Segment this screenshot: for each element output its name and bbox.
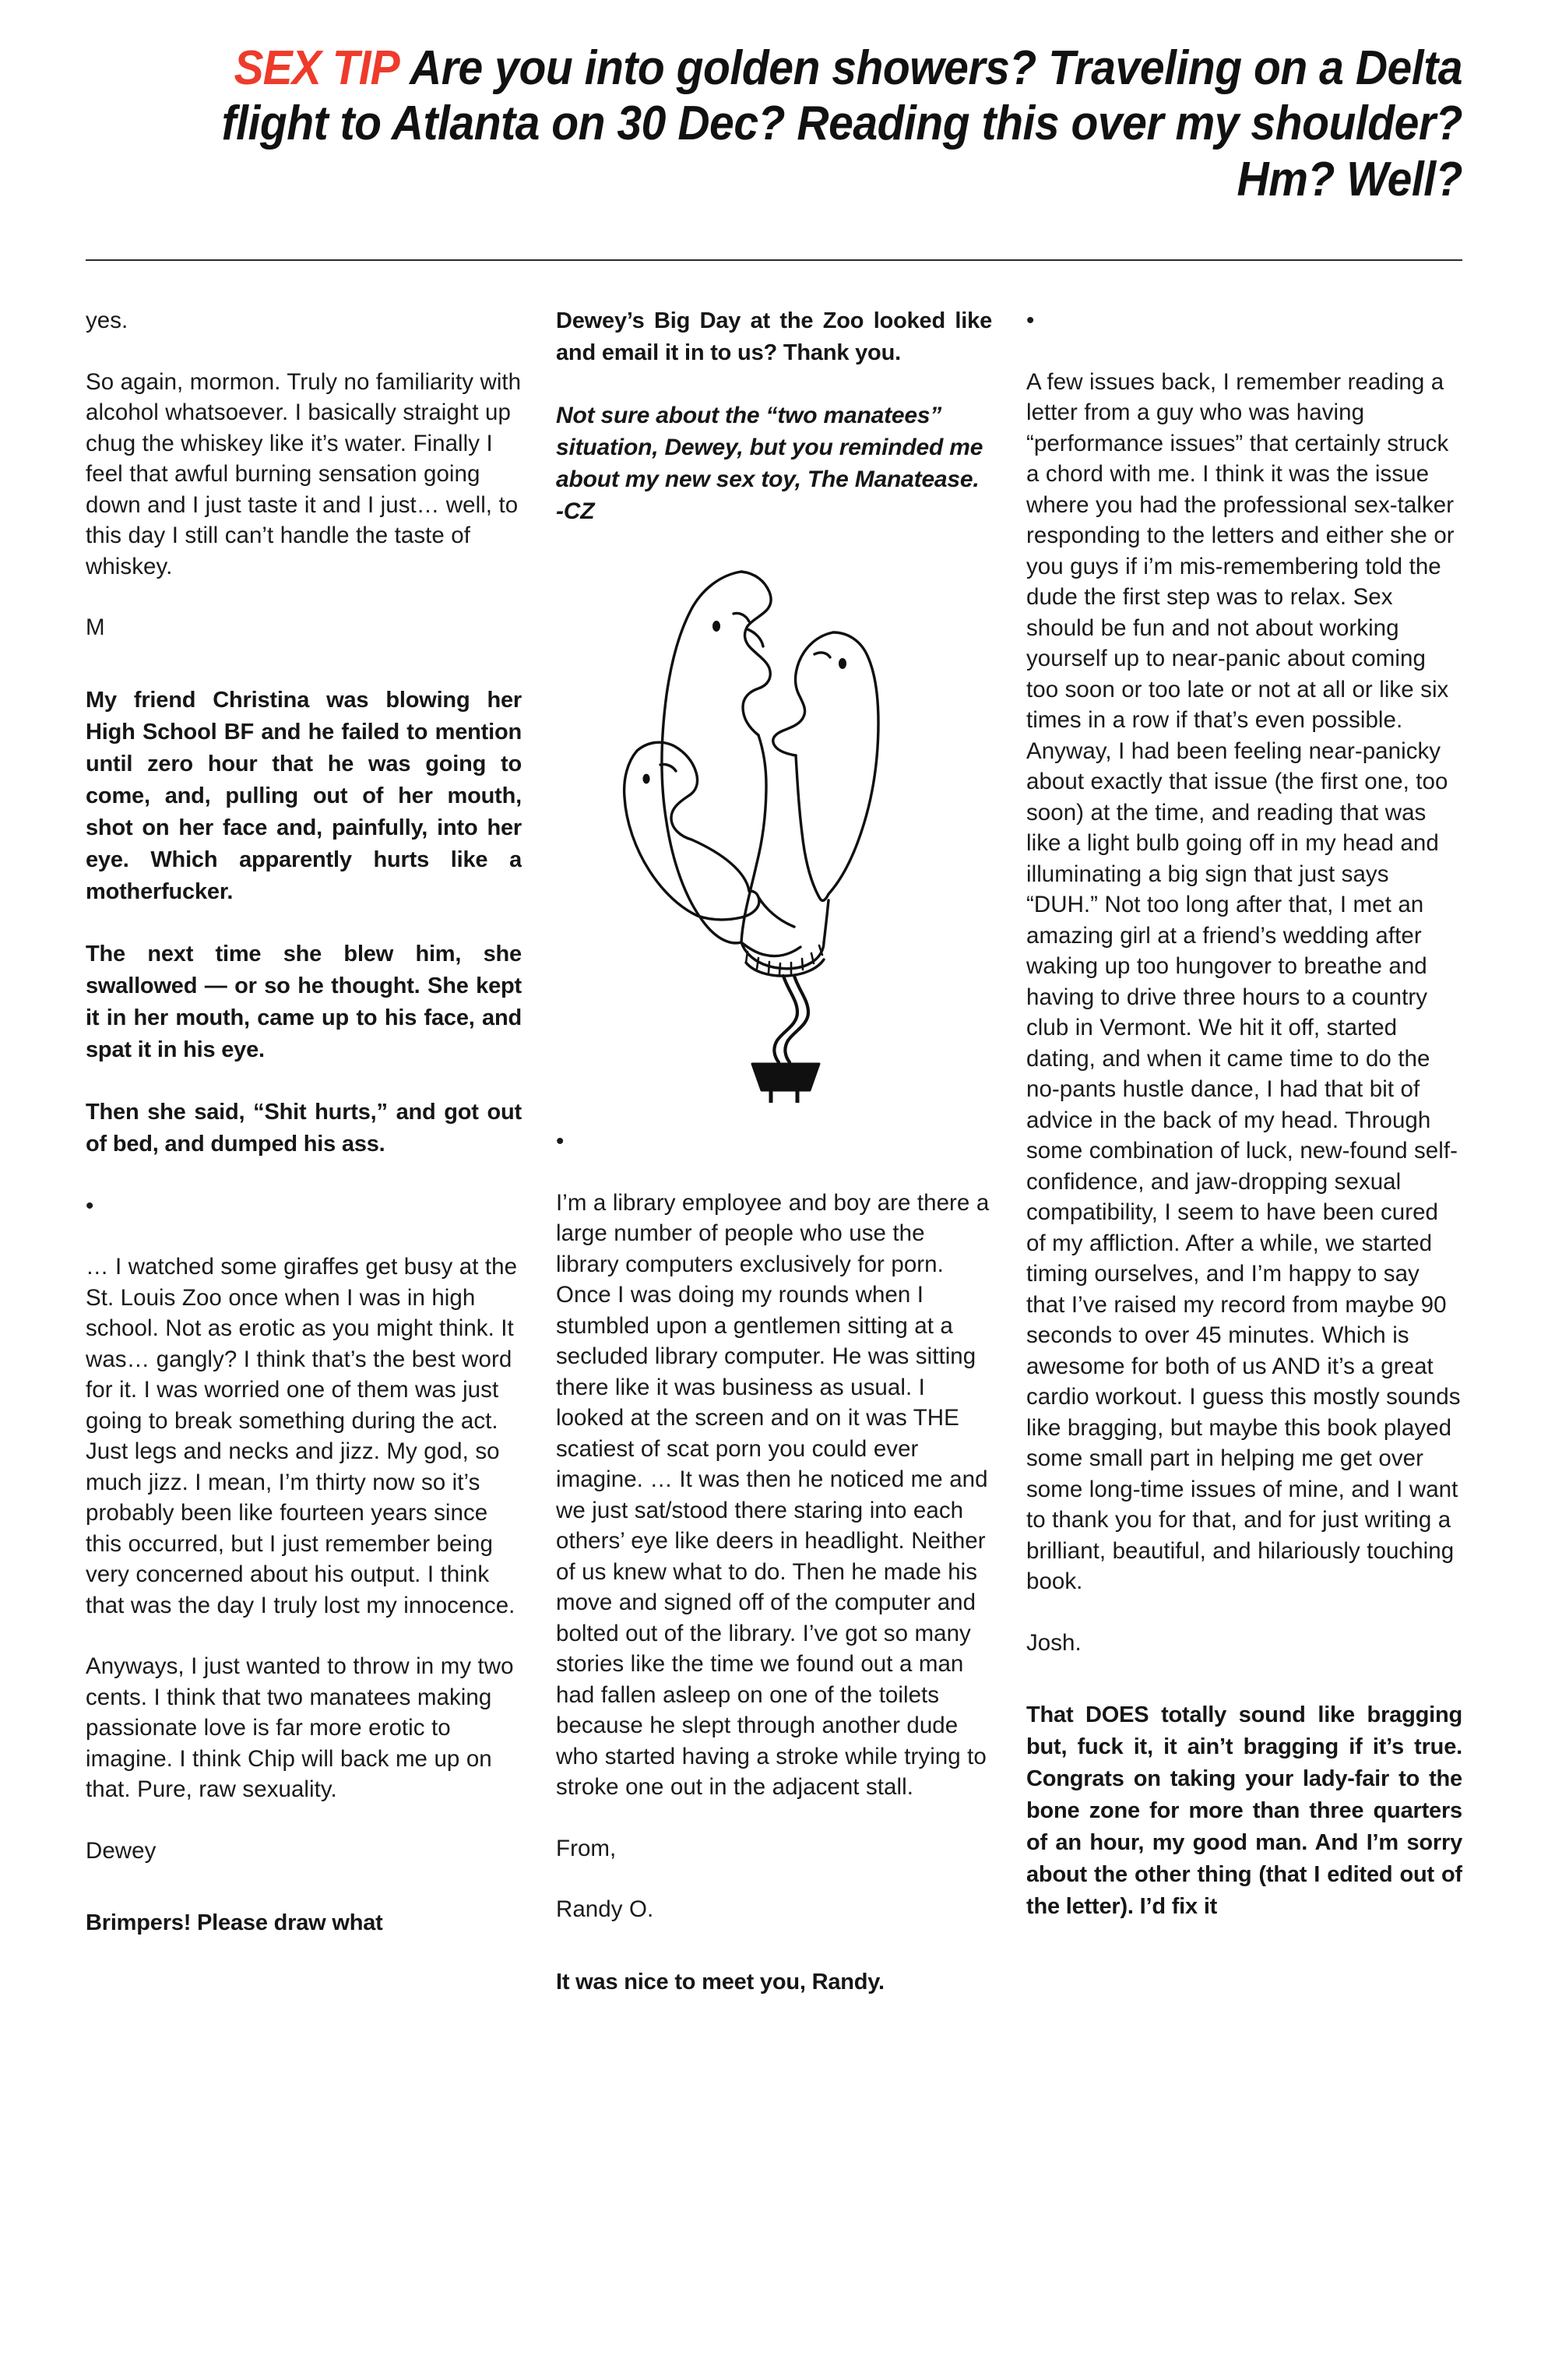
header-kicker: SEX TIP [234, 41, 399, 95]
paragraph-next-time: The next time she blew him, she swallowed — or so he thought. She kept it in her mouth, came up to his face, and spat it in his eye. [86, 941, 522, 1062]
signature-randy: Randy O. [556, 1896, 654, 1922]
header-title-text: Are you into golden showers? Traveling on a Delta flight to Atlanta on 30 Dec? Reading this over my shoulder? Hm? Well? [221, 41, 1463, 206]
paragraph-brimpers: Brimpers! Please draw what [86, 1910, 383, 1935]
paragraph-performance: A few issues back, I remember reading a letter from a guy who was having “performance issues” that certainly struck a chord with me. I think it was the issue where you had the professional sex-talker responding to the letters and either she or you guys if i’m mis-remembering told the dude the first step was to relax. Sex should be fun and not about working yourself up to near-panic about coming too soon or too late or not at all or like six times in a row if that’s even possible. Anyway, I had been feeling near-panicky about exactly that issue (the first one, too soon) at the time, and reading that was like a light bulb going off in my head and illuminating a big sign that just says “DUH.” Not too long after that, I met an amazing girl at a friend’s wedding after waking up too hungover to breathe and having to drive three hours to a country club in Vermont. We hit it off, started dating, and when it came time to do the no-pants hustle dance, I had that bit of advice in the back of my head. Through some combination of luck, new-found self-confidence, and jaw-dropping sexual compatibility, I seem to have been cured of my affliction. After a while, we started timing ourselves, and I’m happy to say that I’ve raised my record from maybe 90 seconds to over 45 minutes. Which is awesome for both of us AND it’s a great cardio workout. I guess this mostly sounds like bragging, but maybe this book played some small part in helping me get over some long-time issues of mine, and I want to thank you for that, and for just writing a brilliant, beautiful, and hilariously touching book. [1026, 368, 1461, 1594]
manatease-vibrator-illustration [556, 558, 992, 1103]
paragraph-anyways: Anyways, I just wanted to throw in my two cents. I think that two manatees making passionate love is far more erotic to imagine. I think Chip will back me up on that. Pure, raw sexuality. [86, 1653, 514, 1802]
article-columns [86, 305, 1462, 2338]
paragraph-yes: yes. [86, 308, 128, 333]
signature-dewey: Dewey [86, 1837, 157, 1864]
column-left [86, 305, 522, 2338]
letter-separator-bullet: • [1026, 308, 1035, 333]
spacer [556, 1956, 992, 1966]
page-header [86, 40, 1462, 207]
page-title [195, 40, 1462, 207]
column-middle [556, 305, 992, 2338]
paragraph-nice-to-meet: It was nice to meet you, Randy. [556, 1969, 885, 1994]
signature-josh: Josh. [1026, 1629, 1082, 1656]
signature-m: M [86, 614, 105, 640]
letter-separator-bullet: • [86, 1192, 94, 1219]
paragraph-giraffes: … I watched some giraffes get busy at the St. Louis Zoo once when I was in high school. Not as erotic as you might think. It was… gangly? I think that’s the best word for it. I was worried one of them was just going to break something during the act. Just legs and necks and jizz. My god, so much jizz. I mean, I’m thirty now so it’s probably been like fourteen years since this occurred, but I just remember being very concerned about his output. I think that was the day I truly lost my innocence. [86, 1254, 518, 1618]
paragraph-does-brag: That DOES totally sound like bragging but, fuck it, it ain’t bragging if it’s true. Congrats on taking your lady-fair to the bone zone for more than three quarters of an hour, my good man. And I’m sorry about the other thing (that I edited out of the letter). I’d fix it [1026, 1702, 1462, 1919]
paragraph-library: I’m a library employee and boy are there a large number of people who use the library computers exclusively for porn. Once I was doing my rounds when I stumbled upon a gentlemen sitting at a secluded library computer. He was sitting there like it was business as usual. I looked at the screen and on it was THE scatiest of scat porn you could ever imagine. … It was then he noticed me and we just sat/stood there staring into each others’ eye like deers in headlight. Neither of us knew what to do. Then he made his move and signed off of the computer and bolted out of the library. I’ve got so many stories like the time we found out a man had fallen asleep on one of the toilets because he slept through another dude who started having a stroke while trying to stroke one out in the adjacent stall. [556, 1189, 990, 1800]
paragraph-cz-reply: Not sure about the “two manatees” situation, Dewey, but you reminded me about my new sex toy, The Manatease. -CZ [556, 403, 983, 524]
closing-from: From, [556, 1835, 617, 1861]
paragraph-mormon: So again, mormon. Truly no familiarity with alcohol whatsoever. I basically straight up chug the whiskey like it’s water. Finally I feel that awful burning sensation going down and I just taste it and I just… well, to this day I still can’t handle the taste of whiskey. [86, 368, 522, 579]
spacer [86, 1896, 522, 1907]
paragraph-christina: My friend Christina was blowing her High School BF and he failed to mention until zero hour that he was going to come, and, pulling out of her mouth, shot on her face and, painfully, into her eye. Which apparently hurts like a motherfucker. [86, 687, 522, 904]
spacer [1026, 1688, 1462, 1699]
column-right [1026, 305, 1462, 2338]
spacer [86, 674, 522, 685]
paragraph-then-she-said: Then she said, “Shit hurts,” and got out of bed, and dumped his ass. [86, 1099, 522, 1157]
header-divider [86, 259, 1462, 261]
paragraph-zoo-request: Dewey’s Big Day at the Zoo looked like and email it in to us? Thank you. [556, 308, 992, 365]
letter-separator-bullet: • [556, 1128, 565, 1154]
